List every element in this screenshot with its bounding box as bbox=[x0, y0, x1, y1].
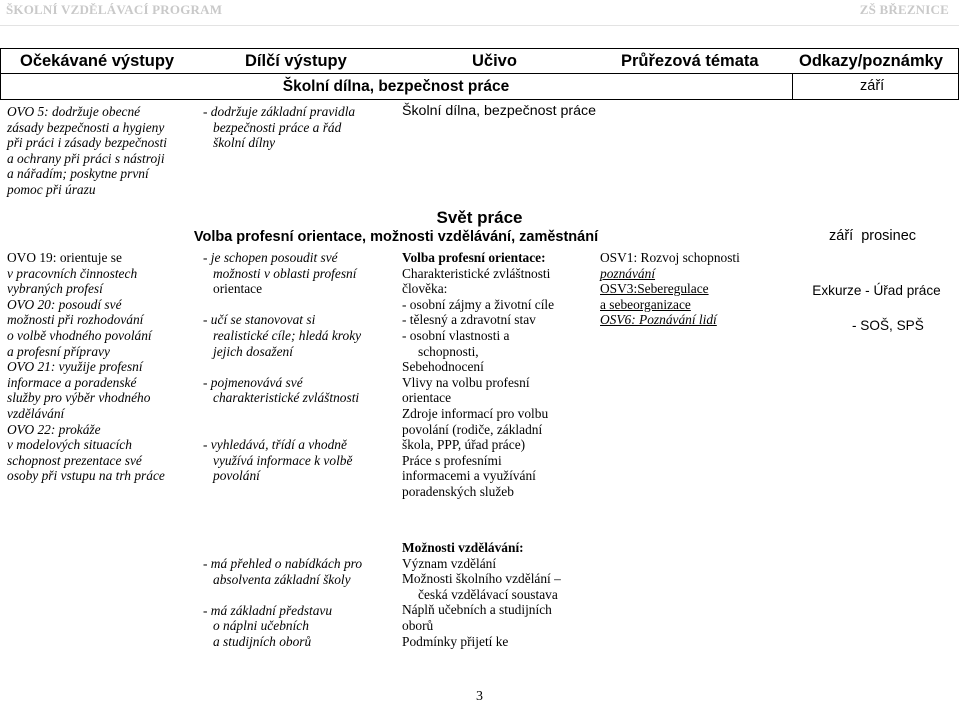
section2-curriculum-a: Volba profesní orientace: Charakteristické zvláštnosti člověka: - osobní zájmy a životní cíle - tělesný a zdravotní stav - osobní vlastnosti a schopnosti, Sebehodnocení Vlivy na volbu profesní orientace Zdroje informací pro volbu povolání (rodiče, základní škola, PPP, úřad práce) Práce s profesními informacemi a využívání poradenských služeb bbox=[402, 250, 555, 499]
theme-osv3-continued: a sebeorganizace bbox=[600, 296, 691, 312]
section-title-world-of-work: Svět práce bbox=[436, 208, 523, 227]
theme-osv6: OSV6: Poznávání lidí bbox=[600, 312, 717, 328]
section1-curriculum: Školní dílna, bezpečnost práce bbox=[402, 103, 597, 119]
column-header-cross-curricular-themes: Průřezová témata bbox=[621, 52, 759, 70]
document-header-right: ZŠ BŘEZNICE bbox=[859, 2, 949, 17]
section2-partial-outcomes-a: - je schopen posoudit své možnosti v oblasti profesní orientace - učí se stanovovat si realistické cíle; hledá kroky jejich dosažení - pojmenovává své charakteristické zvláštnosti - vyhledává, třídí a vhodně využívá informace k volbě povolání bbox=[203, 250, 362, 484]
page-number: 3 bbox=[476, 689, 483, 704]
section-months-sept-dec: září prosinec bbox=[829, 228, 917, 244]
section-month-september: září bbox=[860, 78, 885, 94]
column-divider-notes bbox=[792, 73, 793, 100]
section2-themes bbox=[600, 250, 740, 328]
document-header-left: ŠKOLNÍ VZDĚLÁVACÍ PROGRAM bbox=[6, 2, 223, 17]
section2-partial-outcomes-b: - má přehled o nabídkách pro absolventa základní školy - má základní představu o náplni učebních a studijních oborů bbox=[203, 556, 363, 649]
header-divider bbox=[0, 25, 959, 26]
theme-osv1-continued: poznávání bbox=[600, 265, 656, 281]
table-top-border bbox=[0, 48, 959, 49]
theme-osv1: OSV1: Rozvoj schopnosti bbox=[600, 250, 740, 265]
section1-expected-outcomes: OVO 5: dodržuje obecné zásady bezpečnosti a hygieny při práci i zásady bezpečnosti a ochrany při práci s nástroji a nářadím; poskytne první pomoc při úrazu bbox=[7, 104, 167, 197]
section-subtitle-career-orientation: Volba profesní orientace, možnosti vzdělávání, zaměstnání bbox=[193, 229, 599, 245]
section2-note-schools: - SOŠ, SPŠ bbox=[852, 318, 924, 333]
section-title-bottom-border bbox=[0, 99, 959, 100]
section-title-workshop-safety: Školní dílna, bezpečnost práce bbox=[282, 78, 510, 95]
column-header-partial-outcomes: Dílčí výstupy bbox=[245, 52, 347, 70]
section2-expected-outcomes: OVO 19: orientuje se v pracovních činnostech vybraných profesí OVO 20: posoudí své možnosti při rozhodování o volbě vhodného povolání a profesní přípravy OVO 21: využije profesní informace a poradenské služby pro výběr vhodného vzdělávání OVO 22: prokáže v modelových situacích schopnost prezentace své osoby při vstupu na trh práce bbox=[7, 250, 165, 484]
column-header-bottom-border bbox=[0, 73, 959, 74]
column-header-expected-outcomes: Očekávané výstupy bbox=[20, 52, 175, 70]
section2-note-excursion: Exkurze - Úřad práce bbox=[812, 283, 941, 298]
theme-osv3: OSV3:Seberegulace bbox=[600, 281, 709, 297]
column-header-references-notes: Odkazy/poznámky bbox=[799, 52, 943, 70]
section2-curriculum-b: Možnosti vzdělávání: Význam vzdělání Možnosti školního vzdělání – česká vzdělávací soustava Náplň učebních a studijních oborů Podmínky přijetí ke bbox=[402, 540, 561, 649]
section1-partial-outcomes: - dodržuje základní pravidla bezpečnosti práce a řád školní dílny bbox=[203, 104, 356, 151]
column-header-curriculum: Učivo bbox=[472, 52, 517, 70]
